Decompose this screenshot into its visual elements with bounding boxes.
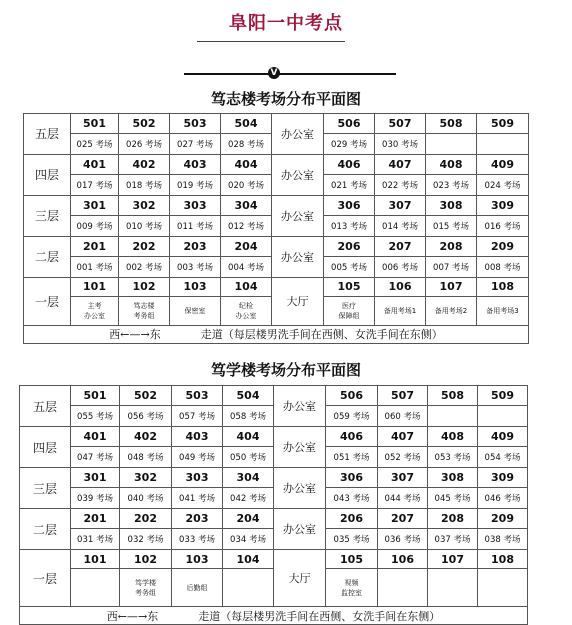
room-function: 笃志楼 考务组 [119,296,170,325]
room-function: 备用考场1 [375,296,426,325]
floor-label: 四层 [20,427,71,468]
floor-label: 二层 [20,509,71,550]
room-number: 304 [221,195,272,215]
office-cell: 办公室 [272,114,324,155]
exam-hall: 057 考场 [172,406,223,427]
room-number: 403 [170,154,221,174]
room-number: 507 [378,386,428,406]
exam-hall: 045 考场 [428,488,478,509]
room-number: 409 [477,154,529,174]
page-title: 阜阳一中考点 [229,13,343,34]
exam-hall: 013 考场 [324,216,375,237]
room-number: 308 [426,195,477,215]
title-underline [197,41,345,42]
exam-hall: 051 考场 [326,447,378,468]
floor-label: 三层 [20,468,71,509]
exam-hall: 053 考场 [428,447,478,468]
exam-hall: 018 考场 [119,175,170,196]
floor-row [24,154,529,174]
room-number: 207 [378,509,428,529]
exam-hall: 006 考场 [375,257,426,278]
room-number: 404 [223,427,274,447]
floor-row [20,468,528,488]
room-function: 视频 监控室 [326,569,378,607]
floor-label: 一层 [20,550,71,607]
room-number: 508 [426,114,477,134]
room-number: 302 [119,195,170,215]
exam-hall: 036 考场 [378,529,428,550]
floor-label: 四层 [24,154,71,195]
exam-hall: 043 考场 [326,488,378,509]
exam-hall: 055 考场 [71,406,120,427]
exam-hall: 004 考场 [221,257,272,278]
room-function [428,569,478,607]
room-number: 509 [478,386,528,406]
exam-hall: 007 考场 [426,257,477,278]
exam-hall: 028 考场 [221,134,272,155]
office-cell: 办公室 [272,236,324,277]
room-number: 402 [120,427,172,447]
corridor-row [20,607,528,625]
building2-title: 笃学楼考场分布平面图 [210,361,361,379]
room-number: 501 [71,114,119,134]
building1-floor-plan [23,113,529,344]
exam-hall: 025 考场 [71,134,119,155]
room-number: 308 [428,468,478,488]
corridor-row [24,325,529,343]
building2-floor-plan [19,385,528,625]
exam-hall [478,406,528,427]
room-number: 208 [426,236,477,256]
room-number: 105 [324,277,375,296]
exam-hall: 008 考场 [477,257,529,278]
room-function: 后勤组 [172,569,223,607]
room-number: 106 [375,277,426,296]
room-number: 208 [428,509,478,529]
room-number: 504 [221,114,272,134]
office-cell: 办公室 [274,468,326,509]
room-number: 103 [170,277,221,296]
room-number: 506 [326,386,378,406]
exam-hall: 023 考场 [426,175,477,196]
floor-label: 二层 [24,236,71,277]
exam-hall: 024 考场 [477,175,529,196]
exam-hall: 035 考场 [326,529,378,550]
room-number: 201 [71,236,119,256]
room-number: 501 [71,386,120,406]
exam-hall [428,406,478,427]
room-number: 203 [170,236,221,256]
room-number: 309 [477,195,529,215]
room-number: 503 [172,386,223,406]
room-number: 408 [426,154,477,174]
room-number: 107 [428,550,478,569]
ground-floor-row [20,550,528,569]
room-number: 503 [170,114,221,134]
room-function [378,569,428,607]
exam-hall [477,134,529,155]
room-number: 508 [428,386,478,406]
exam-hall: 054 考场 [478,447,528,468]
room-number: 105 [326,550,378,569]
room-number: 504 [223,386,274,406]
exam-hall: 059 考场 [326,406,378,427]
exam-hall: 003 考场 [170,257,221,278]
room-number: 101 [71,277,119,296]
room-number: 307 [375,195,426,215]
room-number: 509 [477,114,529,134]
exam-hall: 001 考场 [71,257,119,278]
exam-hall: 034 考场 [223,529,274,550]
room-function [478,569,528,607]
room-number: 303 [170,195,221,215]
room-number: 103 [172,550,223,569]
exam-hall: 042 考场 [223,488,274,509]
room-number: 101 [71,550,120,569]
room-number: 202 [120,509,172,529]
floor-row [20,386,528,406]
office-cell: 办公室 [274,427,326,468]
room-number: 106 [378,550,428,569]
exam-hall: 041 考场 [172,488,223,509]
exam-hall: 015 考场 [426,216,477,237]
room-number: 104 [223,550,274,569]
room-number: 502 [120,386,172,406]
exam-hall: 052 考场 [378,447,428,468]
exam-hall: 030 考场 [375,134,426,155]
room-number: 401 [71,427,120,447]
exam-hall: 016 考场 [477,216,529,237]
floor-row [24,114,529,134]
room-function: 医疗 保障组 [324,296,375,325]
room-number: 306 [324,195,375,215]
room-number: 302 [120,468,172,488]
exam-hall: 037 考场 [428,529,478,550]
exam-hall: 056 考场 [120,406,172,427]
exam-hall: 012 考场 [221,216,272,237]
lobby-cell: 大厅 [274,550,326,607]
room-number: 403 [172,427,223,447]
exam-hall: 044 考场 [378,488,428,509]
exam-hall: 026 考场 [119,134,170,155]
room-number: 301 [71,468,120,488]
room-number: 407 [378,427,428,447]
exam-hall: 049 考场 [172,447,223,468]
floor-label: 五层 [24,114,71,155]
office-cell: 办公室 [274,386,326,427]
exam-hall: 038 考场 [478,529,528,550]
office-cell: 办公室 [274,509,326,550]
exam-hall: 019 考场 [170,175,221,196]
exam-hall: 005 考场 [324,257,375,278]
exam-hall: 047 考场 [71,447,120,468]
room-number: 304 [223,468,274,488]
exam-hall [426,134,477,155]
room-number: 408 [428,427,478,447]
corridor-text: 走道（每层楼男洗手间在西侧、女洗手间在东侧） [200,328,443,342]
room-number: 204 [221,236,272,256]
room-number: 207 [375,236,426,256]
exam-hall: 014 考场 [375,216,426,237]
exam-hall: 029 考场 [324,134,375,155]
room-number: 407 [375,154,426,174]
room-number: 307 [378,468,428,488]
room-function: 备用考场2 [426,296,477,325]
exam-hall: 020 考场 [221,175,272,196]
section-divider [184,73,396,75]
exam-hall: 050 考场 [223,447,274,468]
room-number: 309 [478,468,528,488]
room-number: 206 [326,509,378,529]
room-number: 209 [477,236,529,256]
room-number: 406 [324,154,375,174]
room-number: 206 [324,236,375,256]
room-number: 104 [221,277,272,296]
exam-hall: 048 考场 [120,447,172,468]
room-number: 401 [71,154,119,174]
room-number: 303 [172,468,223,488]
floor-label: 一层 [24,277,71,325]
exam-hall: 032 考场 [120,529,172,550]
room-number: 404 [221,154,272,174]
section-marker-icon: V [268,67,280,79]
floor-label: 五层 [20,386,71,427]
exam-hall: 039 考场 [71,488,120,509]
office-cell: 办公室 [272,195,324,236]
corridor-direction: 西←—→东 [106,609,159,623]
room-function: 主考 办公室 [71,296,119,325]
room-number: 108 [477,277,529,296]
corridor-text: 走道（每层楼男洗手间在西侧、女洗手间在东侧） [198,609,441,623]
exam-hall: 022 考场 [375,175,426,196]
exam-hall: 011 考场 [170,216,221,237]
room-number: 108 [478,550,528,569]
room-number: 204 [223,509,274,529]
room-number: 102 [120,550,172,569]
exam-hall: 009 考场 [71,216,119,237]
exam-hall: 031 考场 [71,529,120,550]
exam-hall: 017 考场 [71,175,119,196]
room-number: 203 [172,509,223,529]
exam-hall: 021 考场 [324,175,375,196]
floor-row [20,509,528,529]
room-function: 备用考场3 [477,296,529,325]
room-number: 506 [324,114,375,134]
room-function: 笃学楼 考务组 [120,569,172,607]
room-function: 保密室 [170,296,221,325]
room-number: 409 [478,427,528,447]
ground-floor-row [24,277,529,296]
exam-hall: 040 考场 [120,488,172,509]
exam-hall: 060 考场 [378,406,428,427]
floor-label: 三层 [24,195,71,236]
room-function: 纪检 办公室 [221,296,272,325]
exam-hall: 058 考场 [223,406,274,427]
exam-hall: 002 考场 [119,257,170,278]
corridor-cell [24,325,529,343]
building1-title: 笃志楼考场分布平面图 [210,90,361,108]
room-function [71,569,120,607]
floor-row [20,427,528,447]
room-number: 201 [71,509,120,529]
room-function [223,569,274,607]
floor-row [24,236,529,256]
room-number: 507 [375,114,426,134]
room-number: 209 [478,509,528,529]
floor-row [24,195,529,215]
room-number: 102 [119,277,170,296]
room-number: 402 [119,154,170,174]
exam-hall: 046 考场 [478,488,528,509]
room-number: 202 [119,236,170,256]
corridor-direction: 西←—→东 [109,328,161,342]
exam-hall: 010 考场 [119,216,170,237]
room-number: 406 [326,427,378,447]
room-number: 301 [71,195,119,215]
room-number: 306 [326,468,378,488]
exam-hall: 033 考场 [172,529,223,550]
office-cell: 办公室 [272,154,324,195]
exam-hall: 027 考场 [170,134,221,155]
room-number: 107 [426,277,477,296]
corridor-cell [20,607,528,625]
room-number: 502 [119,114,170,134]
lobby-cell: 大厅 [272,277,324,325]
